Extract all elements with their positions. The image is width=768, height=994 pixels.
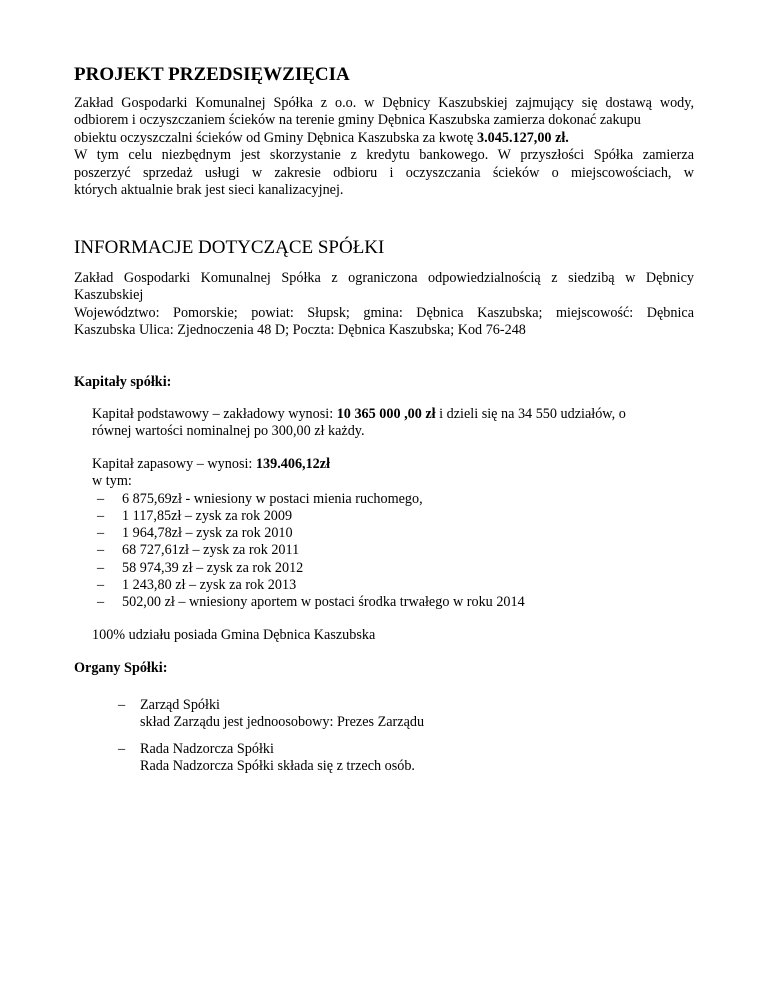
text-line <box>92 456 694 473</box>
text-fragment: Kapitał zapasowy – wynosi: <box>92 456 256 472</box>
list-item <box>92 542 694 559</box>
text-line: Województwo: Pomorskie; powiat: Słupsk; gmina: Dębnica Kaszubska; miejscowość: Dębnica <box>74 304 694 321</box>
text-line: Kaszubska Ulica: Zjednoczenia 48 D; Poczta: Dębnica Kaszubska; Kod 76-248 <box>74 322 526 339</box>
text-line: Zakład Gospodarki Komunalnej Spółka z ograniczona odpowiedzialnością z siedzibą w Dębnicy <box>74 270 694 286</box>
list-item-text: 6 875,69zł - wniesiony w postaci mienia ruchomego, <box>122 490 423 507</box>
company-info-paragraph <box>74 270 694 340</box>
list-item-text: 1 964,78zł – zysk za rok 2010 <box>122 525 293 542</box>
organ-title: Rada Nadzorcza Spółki <box>140 741 274 757</box>
dash-bullet: – <box>97 542 105 559</box>
organ-supervisory-board <box>140 741 415 776</box>
reserve-capital-amount: 139.406,12zł <box>255 456 331 472</box>
text-line: Kaszubskiej <box>74 287 144 304</box>
organs-heading: Organy Spółki: <box>74 660 168 676</box>
text-line: których aktualnie brak jest sieci kanalizacyjnej. <box>74 182 344 199</box>
text-fragment: obiektu oczyszczalni ścieków od Gminy Dębnica Kaszubska za kwotę <box>74 129 478 146</box>
list-item-text: 1 243,80 zł – zysk za rok 2013 <box>122 576 297 593</box>
section-title-project: PROJEKT PRZEDSIĘWZIĘCIA <box>74 64 350 85</box>
dash-bullet: – <box>97 559 105 576</box>
list-item <box>92 525 694 542</box>
base-capital-amount: 10 365 000 ,00 zł <box>336 406 436 422</box>
organ-title: Zarząd Spółki <box>140 697 220 713</box>
list-item <box>92 594 694 611</box>
text-fragment: Kapitał podstawowy – zakładowy wynosi: <box>92 406 337 422</box>
text-fragment: i dzieli się na 34 550 udziałów, o <box>435 406 626 422</box>
dash-bullet: – <box>97 576 105 593</box>
purchase-amount: 3.045.127,00 zł. <box>477 129 569 146</box>
capital-heading: Kapitały spółki: <box>74 374 172 390</box>
text-line: równej wartości nominalnej po 300,00 zł każdy. <box>92 423 365 440</box>
dash-bullet: – <box>97 594 105 611</box>
text-line: odbiorem i oczyszczaniem ścieków na terenie gminy Dębnica Kaszubska zamierza dokonać zakupu <box>74 112 641 129</box>
dash-bullet: – <box>97 490 105 507</box>
list-item <box>92 508 694 525</box>
organ-description: skład Zarządu jest jednoosobowy: Prezes Zarządu <box>140 714 425 731</box>
organ-description: Rada Nadzorcza Spółki składa się z trzech osób. <box>140 758 415 775</box>
list-item <box>92 560 694 577</box>
list-item <box>92 491 694 508</box>
reserve-capital-block <box>92 456 694 611</box>
list-item <box>92 577 694 594</box>
text-line <box>74 130 694 147</box>
text-line <box>92 406 694 423</box>
section-title-company-info: INFORMACJE DOTYCZĄCE SPÓŁKI <box>74 237 385 258</box>
dash-bullet: – <box>97 525 105 542</box>
organ-management-board <box>140 697 424 732</box>
project-paragraph-1 <box>74 95 694 199</box>
text-line: Zakład Gospodarki Komunalnej Spółka z o.o. w Dębnicy Kaszubskiej zajmujący się dostawą wody, <box>74 95 694 111</box>
dash-bullet: – <box>97 508 105 525</box>
reserve-items-list <box>92 491 694 611</box>
list-item-text: 1 117,85zł – zysk za rok 2009 <box>122 508 293 525</box>
list-item-text: 68 727,61zł – zysk za rok 2011 <box>122 542 300 559</box>
dash-bullet: – <box>118 741 126 757</box>
text-line: W tym celu niezbędnym jest skorzystanie z kredytu bankowego. W przyszłości Spółka zamierza <box>74 147 694 164</box>
ownership-statement: 100% udziału posiada Gmina Dębnica Kaszubska <box>92 627 376 643</box>
list-item-text: 58 974,39 zł – zysk za rok 2012 <box>122 559 304 576</box>
dash-bullet: – <box>118 697 126 713</box>
text-line: w tym: <box>92 473 132 490</box>
list-item-text: 502,00 zł – wniesiony aportem w postaci środka trwałego w roku 2014 <box>122 594 525 611</box>
text-line: poszerzyć sprzedaż usługi w zakresie odbioru i oczyszczania ścieków o miejscowościach, w <box>74 164 694 181</box>
base-capital-paragraph <box>92 406 694 441</box>
